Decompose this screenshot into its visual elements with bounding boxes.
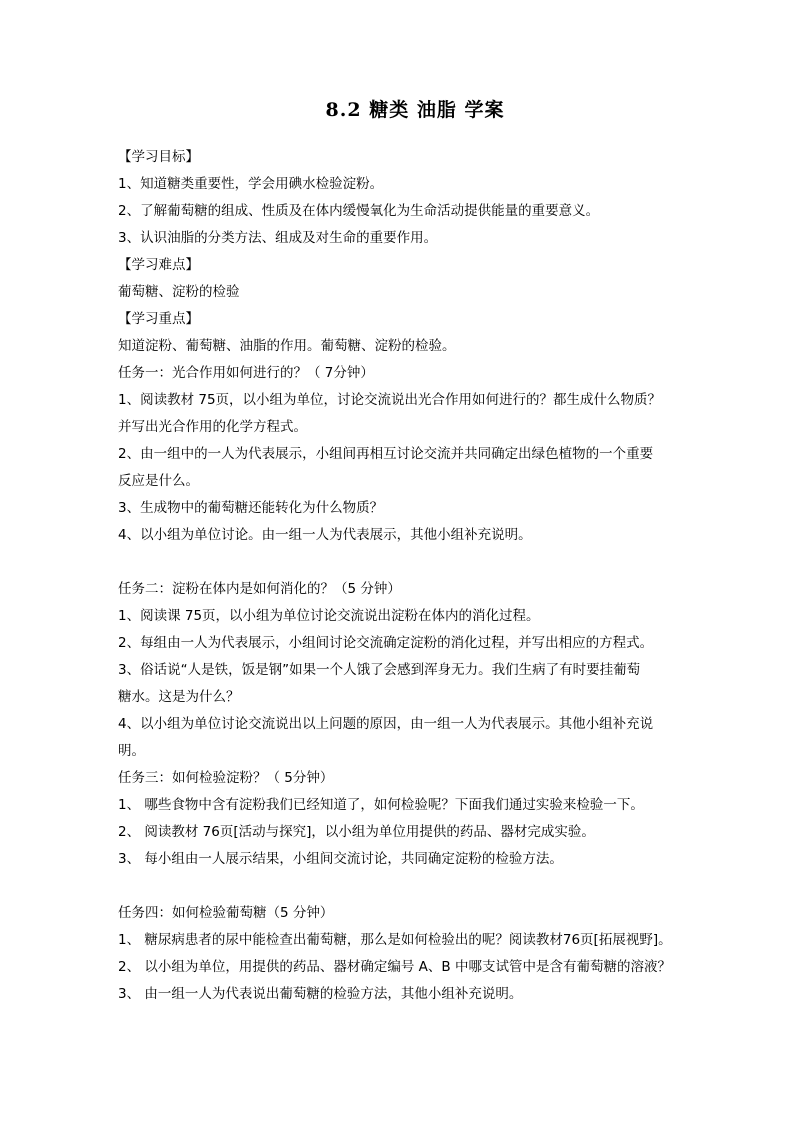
task3-line: 1、 哪些食物中含有淀粉我们已经知道了，如何检验呢？下面我们通过实验来检验一下。 (118, 797, 644, 813)
task2-line: 1、阅读课 75页，以小组为单位讨论交流说出淀粉在体内的消化过程。 (118, 608, 540, 624)
task1-line: 3、生成物中的葡萄糖还能转化为什么物质？ (118, 500, 384, 516)
difficulty-text: 葡萄糖、淀粉的检验 (118, 284, 240, 300)
task3-line: 2、 阅读教材 76页[活动与探究]，以小组为单位用提供的药品、器材完成实验。 (118, 824, 595, 840)
task2-line: 糖水。这是为什么？ (118, 689, 240, 705)
key-text: 知道淀粉、葡萄糖、油脂的作用。葡萄糖、淀粉的检验。 (118, 338, 456, 354)
task1-line: 2、由一组中的一人为代表展示，小组间再相互讨论交流并共同确定出绿色植物的一个重要 (118, 446, 654, 462)
task2-line: 4、以小组为单位讨论交流说出以上问题的原因，由一组一人为代表展示。其他小组补充说 (118, 716, 654, 732)
key-heading: 【学习重点】 (118, 311, 199, 327)
difficulty-heading: 【学习难点】 (118, 257, 199, 273)
task1-line: 1、阅读教材 75页，以小组为单位，讨论交流说出光合作用如何进行的？都生成什么物质？ (118, 392, 662, 408)
page-title: 8.2 糖类 油脂 学案 (325, 99, 505, 121)
task4-heading: 任务四：如何检验葡萄糖（5 分钟） (118, 905, 334, 921)
goal-item: 3、认识油脂的分类方法、组成及对生命的重要作用。 (118, 230, 438, 246)
goals-heading: 【学习目标】 (118, 149, 199, 165)
task3-heading: 任务三：如何检验淀粉？（ 5分钟） (118, 770, 334, 786)
task2-heading: 任务二：淀粉在体内是如何消化的？（5 分钟） (118, 581, 401, 597)
spacer (118, 873, 684, 900)
task4-line: 3、 由一组一人为代表说出葡萄糖的检验方法，其他小组补充说明。 (118, 986, 523, 1002)
task2-line: 明。 (118, 743, 145, 759)
task4-line: 1、 糖尿病患者的尿中能检查出葡萄糖，那么是如何检验出的呢？阅读教材76页[拓展视野]。 (118, 932, 672, 948)
spacer (118, 549, 684, 576)
task2-line: 3、俗话说“人是铁，饭是钢”如果一个人饿了会感到浑身无力。我们生病了有时要挂葡萄 (118, 662, 641, 678)
task1-line: 并写出光合作用的化学方程式。 (118, 419, 307, 435)
task1-heading: 任务一：光合作用如何进行的？（ 7分钟） (118, 365, 374, 381)
task3-line: 3、 每小组由一人展示结果，小组间交流讨论，共同确定淀粉的检验方法。 (118, 851, 563, 867)
task1-line: 4、以小组为单位讨论。由一组一人为代表展示，其他小组补充说明。 (118, 527, 532, 543)
document-body (118, 144, 684, 1008)
goal-item: 1、知道糖类重要性，学会用碘水检验淀粉。 (118, 176, 384, 192)
task4-line: 2、 以小组为单位，用提供的药品、器材确定编号 A、B 中哪支试管中是含有葡萄糖的溶液？ (118, 959, 671, 975)
goal-item: 2、了解葡萄糖的组成、性质及在体内缓慢氧化为生命活动提供能量的重要意义。 (118, 203, 600, 219)
task1-line: 反应是什么。 (118, 473, 199, 489)
task2-line: 2、每组由一人为代表展示，小组间讨论交流确定淀粉的消化过程，并写出相应的方程式。 (118, 635, 654, 651)
